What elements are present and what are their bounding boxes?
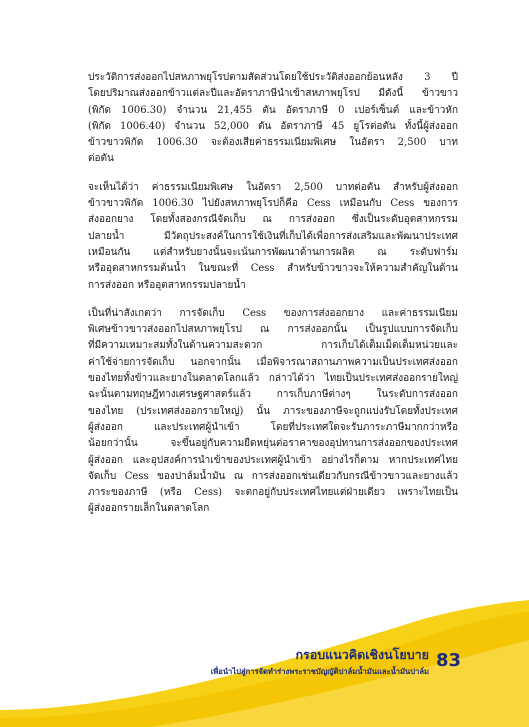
text-line: จะเห็นได้ว่า ค่าธรรมเนียมพิเศษ ในอัตรา 2,500 บาทต่อตัน สำหรับผู้ส่งออก [88,181,458,193]
text-line: ผู้ส่งออกรายเล็กในตลาดโลก [88,503,210,515]
paragraph [88,306,458,518]
text-line: ผู้ส่งออก และประเทศผู้นำเข้า โดยที่ประเทศใดจะรับภาระภาษีมากกว่าหรือ [88,421,458,433]
text-line: ข้าวขาวพิกัด 1006.30 ไปยังสหภาพยุโรปก็คือ Cess เหมือนกับ Cess ของการ [88,198,458,210]
text-line: จัดเก็บ Cess ของปาล์มน้ำมัน ณ การส่งออกเช่นเดียวกับกรณีข้าวขาวและยางแล้ว [88,470,458,482]
paragraph [88,180,458,294]
text-line: ปลายน้ำ มีวัตถุประสงค์ในการใช้เงินที่เก็บได้เพื่อการส่งเสริมและพัฒนาประเทศ [88,230,458,242]
text-line: น้อยกว่านั้น จะขึ้นอยู่กับความยืดหยุ่นต่อราคาของอุปทานการส่งออกของประเทศ [88,438,458,450]
footer-subtitle: เพื่อนำไปสู่การจัดทำร่างพระราชบัญญัติปาล์มน้ำมันและน้ำมันปาล์ม [210,667,429,676]
text-line: เป็นที่น่าสังเกตว่า การจัดเก็บ Cess ของการส่งออกยาง และค่าธรรมเนียม [88,307,458,319]
text-line: ข้าวขาวพิกัด 1006.30 จะต้องเสียค่าธรรมเนียมพิเศษ ในอัตรา 2,500 บาท [88,137,458,149]
text-line: ฉะนั้นตามทฤษฎีทางเศรษฐศาสตร์แล้ว การเก็บภาษีต่างๆ ในระดับการส่งออก [88,389,458,401]
text-line: ของไทยทั้งข้าวและยางในตลาดโลกแล้ว กล่าวได้ว่า ไทยเป็นประเทศส่งออกรายใหญ่ [88,373,458,385]
text-line: พิเศษข้าวขาวส่งออกไปสหภาพยุโรป ณ การส่งออกนั้น เป็นรูปแบบการจัดเก็บ [88,324,458,336]
text-line: ค่าใช้จ่ายการจัดเก็บ นอกจากนั้น เมื่อพิจารณาสถานภาพความเป็นประเทศส่งออก [88,356,458,368]
text-line: โดยปริมาณส่งออกข้าวแต่ละปีและอัตราภาษีนำเข้าสหภาพยุโรป มีดังนี้ ข้าวขาว [88,88,458,100]
text-line: ต่อตัน [88,153,114,165]
text-line: เหมือนกัน แต่สำหรับยางนั้นจะเน้นการพัฒนาด้านการผลิต ณ ระดับฟาร์ม [88,246,458,258]
footer-title: กรอบแนวคิดเชิงนโยบาย [295,647,429,662]
text-line: ประวัติการส่งออกไปสหภาพยุโรปตามสัดส่วนโดยใช้ประวัติส่งออกย้อนหลัง 3 ปี [88,72,458,83]
text-line: ผู้ส่งออก และอุปสงค์การนำเข้าของประเทศผู้นำเข้า อย่างไรก็ตาม หากประเทศไทย [88,454,458,466]
paragraph-gap [88,168,458,180]
text-line: (พิกัด 1006.30) จำนวน 21,455 ตัน อัตราภาษี 0 เปอร์เซ็นต์ และข้าวหัก [88,104,458,116]
text-line: หรืออุตสาหกรรมต้นน้ำ ในขณะที่ Cess สำหรับข้าวขาวจะให้ความสำคัญในด้าน [88,263,458,275]
paragraph-gap [88,294,458,306]
text-line: ภาระของภาษี (หรือ Cess) จะตกอยู่กับประเทศไทยแต่ฝ่ายเดียว เพราะไทยเป็น [88,487,458,499]
footer-caption [211,647,429,678]
text-line: ของไทย (ประเทศส่งออกรายใหญ่) นั้น ภาระของภาษีจะถูกแบ่งรับโดยทั้งประเทศ [88,405,458,417]
page-number: 83 [436,650,462,671]
text-line: (พิกัด 1006.40) จำนวน 52,000 ตัน อัตราภาษี 45 ยูโรต่อตัน ทั้งนี้ผู้ส่งออก [88,120,458,132]
paragraph [88,70,458,168]
text-line: การส่งออก หรืออุตสาหกรรมปลายน้ำ [88,279,246,291]
text-line: ที่มีความเหมาะสมทั้งในด้านความสะดวก การเก็บได้เต็มเม็ดเต็มหน่วยและ [88,340,458,352]
text-line: ส่งออกยาง โดยทั้งสองกรณีจัดเก็บ ณ การส่งออก ซึ่งเป็นระดับอุตสาหกรรม [88,214,458,226]
body-text [88,70,458,518]
